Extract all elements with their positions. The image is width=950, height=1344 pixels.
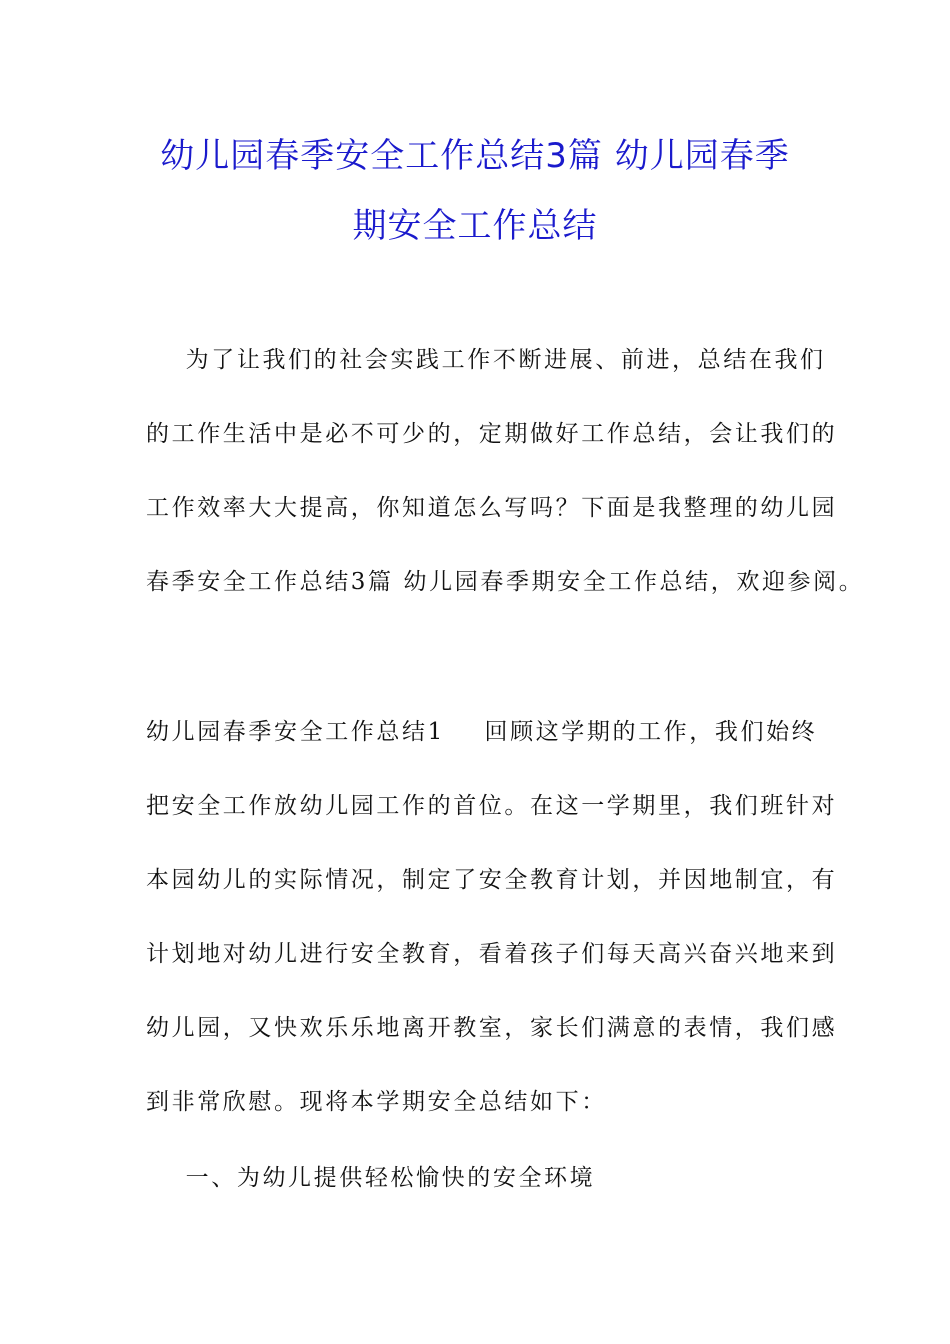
section1-paragraph-line-6: 到非常欣慰。现将本学期安全总结如下： bbox=[146, 1089, 607, 1115]
section1-paragraph-line-3: 本园幼儿的实际情况，制定了安全教育计划，并因地制宜，有 bbox=[146, 867, 838, 893]
section1-paragraph-line-5: 幼儿园，又快欢乐乐地离开教室，家长们满意的表情，我们感 bbox=[146, 1015, 838, 1041]
document-title-line-2: 期安全工作总结 bbox=[352, 206, 598, 246]
section1-paragraph-line-2: 把安全工作放幼儿园工作的首位。在这一学期里，我们班针对 bbox=[146, 793, 838, 819]
intro-paragraph-line-3: 工作效率大大提高，你知道怎么写吗？下面是我整理的幼儿园 bbox=[146, 495, 838, 521]
subheading-safe-environment: 一、为幼儿提供轻松愉快的安全环境 bbox=[146, 1165, 596, 1191]
intro-paragraph-line-1: 为了让我们的社会实践工作不断进展、前进，总结在我们 bbox=[146, 347, 826, 373]
section1-paragraph-line-1: 幼儿园春季安全工作总结1 回顾这学期的工作，我们始终 bbox=[146, 719, 818, 745]
document-title-line-1: 幼儿园春季安全工作总结3篇 幼儿园春季 bbox=[160, 136, 790, 176]
section1-paragraph-line-4: 计划地对幼儿进行安全教育，看着孩子们每天高兴奋兴地来到 bbox=[146, 941, 838, 967]
intro-paragraph-line-4: 春季安全工作总结3篇 幼儿园春季期安全工作总结，欢迎参阅。 bbox=[146, 569, 865, 595]
intro-paragraph-line-2: 的工作生活中是必不可少的，定期做好工作总结，会让我们的 bbox=[146, 421, 838, 447]
